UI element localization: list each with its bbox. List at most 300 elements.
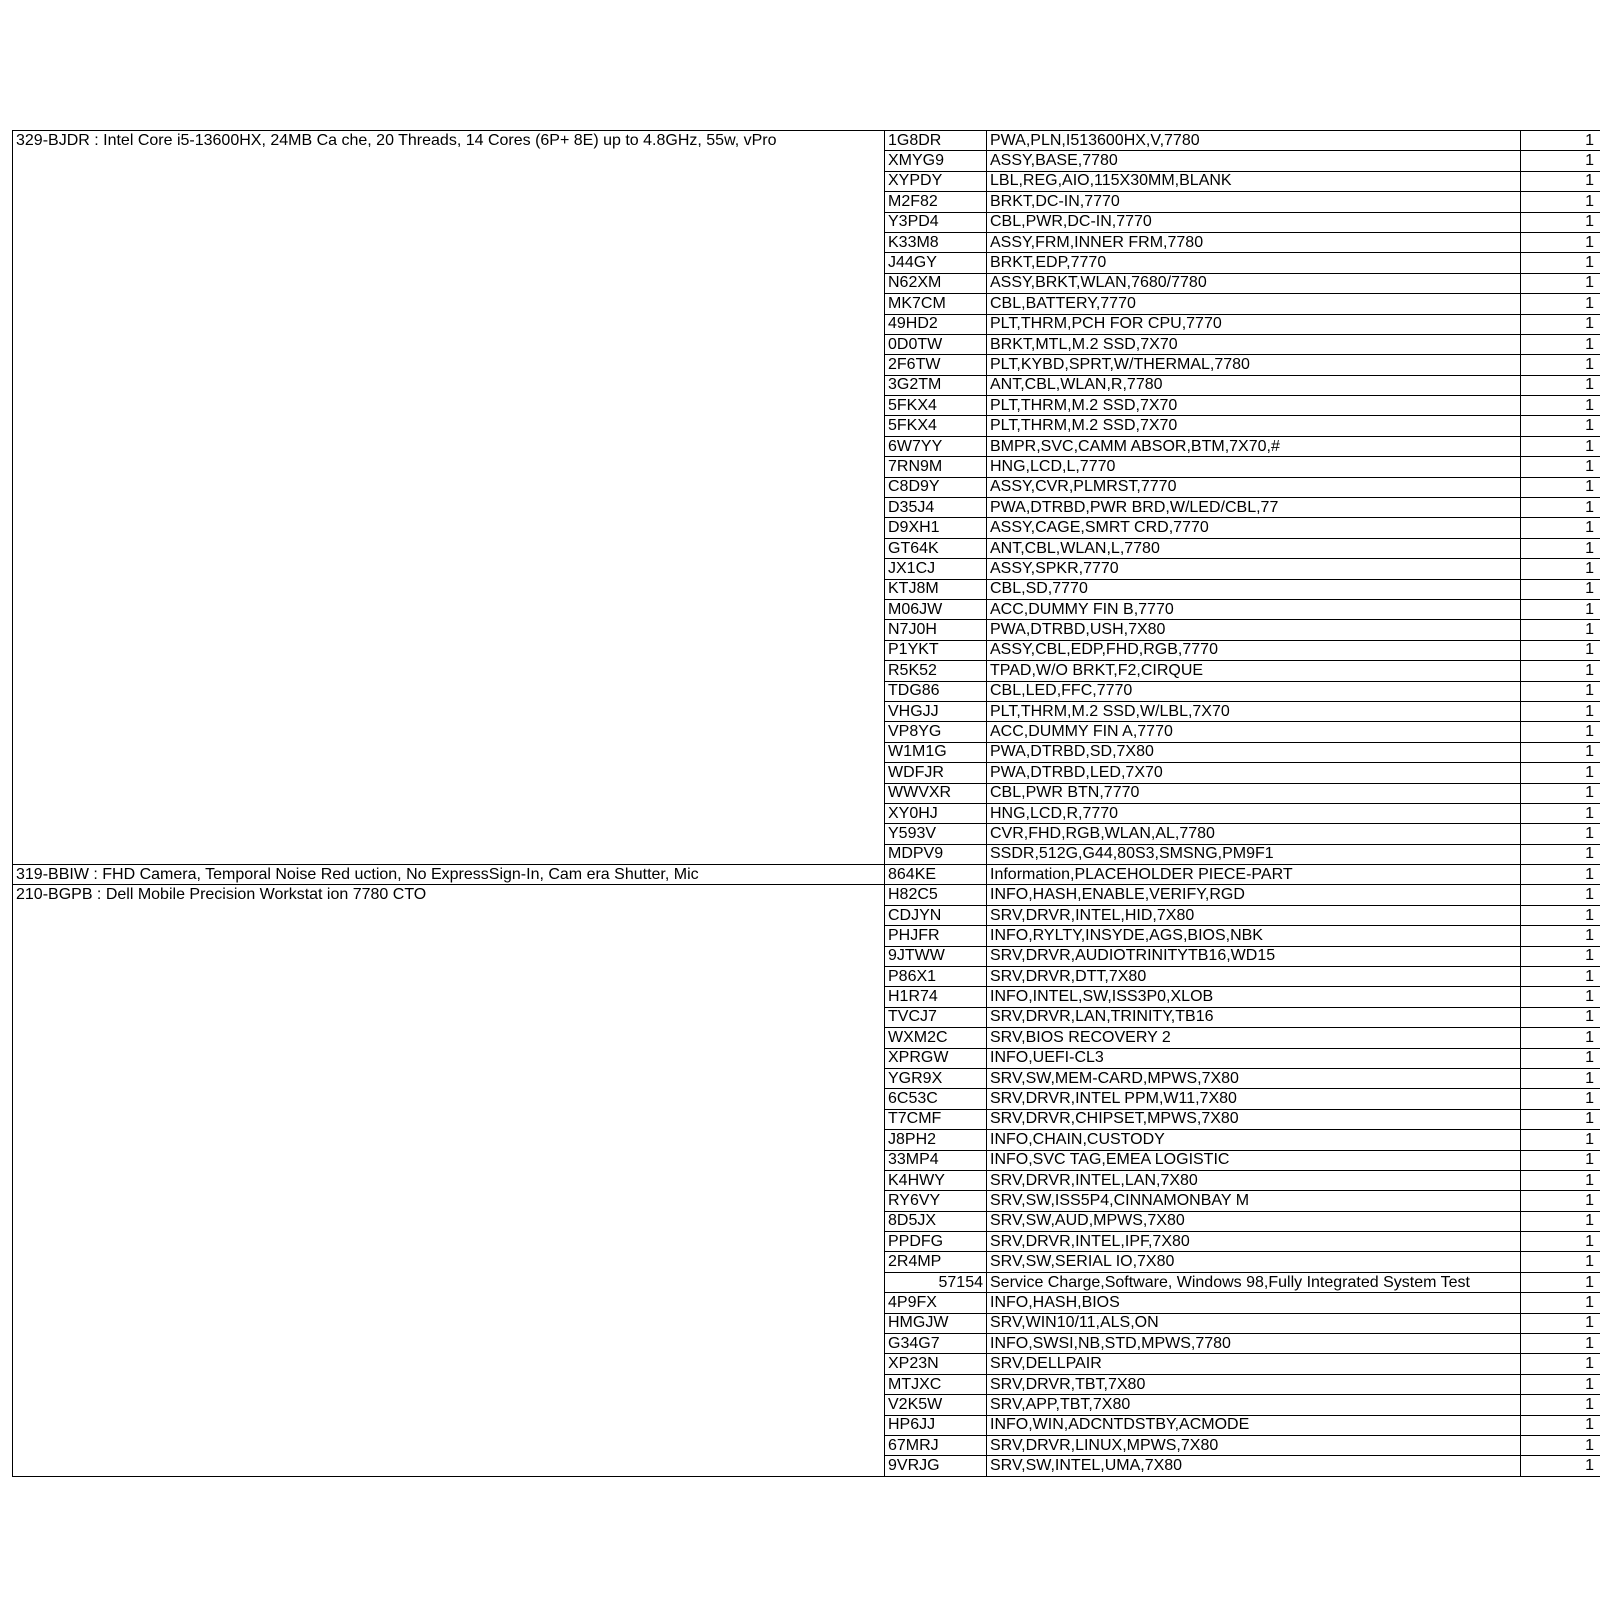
option-description-cell[interactable] bbox=[13, 1028, 885, 1048]
option-description-cell[interactable] bbox=[13, 640, 885, 660]
part-number-cell[interactable]: HP6JJ bbox=[885, 1415, 987, 1435]
part-number-cell[interactable]: VP8YG bbox=[885, 722, 987, 742]
option-description-cell[interactable] bbox=[13, 1150, 885, 1170]
quantity-cell[interactable]: 1 bbox=[1521, 987, 1600, 1007]
part-number-cell[interactable]: K33M8 bbox=[885, 232, 987, 252]
quantity-cell[interactable]: 1 bbox=[1521, 722, 1600, 742]
option-description-cell[interactable] bbox=[13, 1436, 885, 1456]
quantity-cell[interactable]: 1 bbox=[1521, 396, 1600, 416]
part-description-cell[interactable]: PWA,PLN,I513600HX,V,7780 bbox=[987, 131, 1521, 151]
quantity-cell[interactable]: 1 bbox=[1521, 1191, 1600, 1211]
quantity-cell[interactable]: 1 bbox=[1521, 967, 1600, 987]
part-number-cell[interactable]: 7RN9M bbox=[885, 457, 987, 477]
table-row bbox=[13, 763, 1600, 783]
quantity-cell[interactable]: 1 bbox=[1521, 131, 1600, 151]
quantity-cell[interactable]: 1 bbox=[1521, 926, 1600, 946]
option-description-cell[interactable] bbox=[13, 1191, 885, 1211]
table-row bbox=[13, 396, 1600, 416]
option-description-cell[interactable] bbox=[13, 844, 885, 864]
part-description-cell[interactable]: ASSY,CAGE,SMRT CRD,7770 bbox=[987, 518, 1521, 538]
part-number-cell[interactable]: J8PH2 bbox=[885, 1130, 987, 1150]
quantity-cell[interactable]: 1 bbox=[1521, 334, 1600, 354]
option-description-cell[interactable] bbox=[13, 416, 885, 436]
part-number-cell[interactable]: YGR9X bbox=[885, 1068, 987, 1088]
option-description-cell[interactable] bbox=[13, 477, 885, 497]
part-description-cell[interactable]: INFO,RYLTY,INSYDE,AGS,BIOS,NBK bbox=[987, 926, 1521, 946]
part-number-cell[interactable]: M06JW bbox=[885, 599, 987, 619]
table-row bbox=[13, 742, 1600, 762]
quantity-cell[interactable]: 1 bbox=[1521, 436, 1600, 456]
part-description-cell[interactable]: SRV,DRVR,CHIPSET,MPWS,7X80 bbox=[987, 1109, 1521, 1129]
part-description-cell[interactable]: HNG,LCD,R,7770 bbox=[987, 803, 1521, 823]
part-description-cell[interactable]: Service Charge,Software, Windows 98,Fully Integrated System Test bbox=[987, 1272, 1521, 1292]
part-description-cell[interactable]: SRV,SW,ISS5P4,CINNAMONBAY M bbox=[987, 1191, 1521, 1211]
option-description-cell[interactable] bbox=[13, 253, 885, 273]
part-number-cell[interactable]: W1M1G bbox=[885, 742, 987, 762]
quantity-cell[interactable]: 1 bbox=[1521, 1374, 1600, 1394]
part-number-cell[interactable]: 3G2TM bbox=[885, 375, 987, 395]
table-row bbox=[13, 865, 1600, 885]
part-description-cell[interactable]: CVR,FHD,RGB,WLAN,AL,7780 bbox=[987, 824, 1521, 844]
table-row bbox=[13, 131, 1600, 151]
part-number-cell[interactable]: J44GY bbox=[885, 253, 987, 273]
table-row bbox=[13, 1048, 1600, 1068]
part-number-cell[interactable]: XP23N bbox=[885, 1354, 987, 1374]
option-description-cell[interactable] bbox=[13, 742, 885, 762]
quantity-cell[interactable]: 1 bbox=[1521, 1252, 1600, 1272]
option-description-cell[interactable] bbox=[13, 1334, 885, 1354]
part-description-cell[interactable]: PWA,DTRBD,PWR BRD,W/LED/CBL,77 bbox=[987, 498, 1521, 518]
part-description-cell[interactable]: SRV,SW,AUD,MPWS,7X80 bbox=[987, 1211, 1521, 1231]
option-description-cell[interactable] bbox=[13, 661, 885, 681]
option-description-cell[interactable] bbox=[13, 803, 885, 823]
part-description-cell[interactable]: ASSY,SPKR,7770 bbox=[987, 559, 1521, 579]
table-row bbox=[13, 824, 1600, 844]
part-description-cell[interactable]: ACC,DUMMY FIN B,7770 bbox=[987, 599, 1521, 619]
part-number-cell[interactable]: P86X1 bbox=[885, 967, 987, 987]
part-number-cell[interactable]: CDJYN bbox=[885, 905, 987, 925]
part-number-cell[interactable]: XPRGW bbox=[885, 1048, 987, 1068]
part-number-cell[interactable]: VHGJJ bbox=[885, 701, 987, 721]
part-description-cell[interactable]: SRV,DRVR,INTEL,LAN,7X80 bbox=[987, 1170, 1521, 1190]
quantity-cell[interactable]: 1 bbox=[1521, 1415, 1600, 1435]
table-row bbox=[13, 1007, 1600, 1027]
option-description-cell[interactable] bbox=[13, 1313, 885, 1333]
part-number-cell[interactable]: 2F6TW bbox=[885, 355, 987, 375]
quantity-cell[interactable]: 1 bbox=[1521, 1436, 1600, 1456]
part-description-cell[interactable]: INFO,SWSI,NB,STD,MPWS,7780 bbox=[987, 1334, 1521, 1354]
option-description-cell[interactable] bbox=[13, 967, 885, 987]
part-description-cell[interactable]: INFO,HASH,BIOS bbox=[987, 1293, 1521, 1313]
option-description-cell[interactable] bbox=[13, 273, 885, 293]
option-description-cell[interactable] bbox=[13, 579, 885, 599]
part-description-cell[interactable]: CBL,LED,FFC,7770 bbox=[987, 681, 1521, 701]
part-description-cell[interactable]: ASSY,BRKT,WLAN,7680/7780 bbox=[987, 273, 1521, 293]
quantity-cell[interactable]: 1 bbox=[1521, 865, 1600, 885]
option-description-cell[interactable] bbox=[13, 1232, 885, 1252]
table-row bbox=[13, 416, 1600, 436]
part-description-cell[interactable]: LBL,REG,AIO,115X30MM,BLANK bbox=[987, 171, 1521, 191]
part-number-cell[interactable]: MK7CM bbox=[885, 294, 987, 314]
table-row bbox=[13, 436, 1600, 456]
part-number-cell[interactable]: T7CMF bbox=[885, 1109, 987, 1129]
quantity-cell[interactable]: 1 bbox=[1521, 640, 1600, 660]
part-number-cell[interactable]: 67MRJ bbox=[885, 1436, 987, 1456]
quantity-cell[interactable]: 1 bbox=[1521, 1334, 1600, 1354]
option-description-cell[interactable] bbox=[13, 1456, 885, 1476]
option-description-cell[interactable] bbox=[13, 538, 885, 558]
part-description-cell[interactable]: PWA,DTRBD,SD,7X80 bbox=[987, 742, 1521, 762]
quantity-cell[interactable]: 1 bbox=[1521, 1089, 1600, 1109]
option-description-cell[interactable] bbox=[13, 620, 885, 640]
part-description-cell[interactable]: CBL,PWR,DC-IN,7770 bbox=[987, 212, 1521, 232]
table-row bbox=[13, 1272, 1600, 1292]
quantity-cell[interactable]: 1 bbox=[1521, 885, 1600, 905]
quantity-cell[interactable]: 1 bbox=[1521, 171, 1600, 191]
table-row bbox=[13, 803, 1600, 823]
part-description-cell[interactable]: PWA,DTRBD,LED,7X70 bbox=[987, 763, 1521, 783]
part-number-cell[interactable]: WDFJR bbox=[885, 763, 987, 783]
option-description-cell[interactable] bbox=[13, 926, 885, 946]
option-description-cell[interactable] bbox=[13, 1252, 885, 1272]
option-description-cell[interactable] bbox=[13, 783, 885, 803]
part-description-cell[interactable]: PLT,KYBD,SPRT,W/THERMAL,7780 bbox=[987, 355, 1521, 375]
part-description-cell[interactable]: SRV,SW,SERIAL IO,7X80 bbox=[987, 1252, 1521, 1272]
part-description-cell[interactable]: SRV,BIOS RECOVERY 2 bbox=[987, 1028, 1521, 1048]
option-description-cell[interactable] bbox=[13, 1374, 885, 1394]
part-number-cell[interactable]: 33MP4 bbox=[885, 1150, 987, 1170]
option-description-cell[interactable] bbox=[13, 375, 885, 395]
option-description-cell[interactable] bbox=[13, 1109, 885, 1129]
option-description-cell[interactable] bbox=[13, 701, 885, 721]
quantity-cell[interactable]: 1 bbox=[1521, 803, 1600, 823]
part-description-cell[interactable]: ASSY,CBL,EDP,FHD,RGB,7770 bbox=[987, 640, 1521, 660]
option-description-cell[interactable] bbox=[13, 681, 885, 701]
part-number-cell[interactable]: TVCJ7 bbox=[885, 1007, 987, 1027]
part-description-cell[interactable]: SRV,DELLPAIR bbox=[987, 1354, 1521, 1374]
part-description-cell[interactable]: BMPR,SVC,CAMM ABSOR,BTM,7X70,# bbox=[987, 436, 1521, 456]
quantity-cell[interactable]: 1 bbox=[1521, 1293, 1600, 1313]
part-description-cell[interactable]: BRKT,DC-IN,7770 bbox=[987, 192, 1521, 212]
quantity-cell[interactable]: 1 bbox=[1521, 1211, 1600, 1231]
part-number-cell[interactable]: 864KE bbox=[885, 865, 987, 885]
option-description-cell[interactable] bbox=[13, 1089, 885, 1109]
part-description-cell[interactable]: Information,PLACEHOLDER PIECE-PART bbox=[987, 865, 1521, 885]
part-number-cell[interactable]: KTJ8M bbox=[885, 579, 987, 599]
table-row bbox=[13, 1395, 1600, 1415]
part-number-cell[interactable]: HMGJW bbox=[885, 1313, 987, 1333]
option-description-cell[interactable] bbox=[13, 1293, 885, 1313]
quantity-cell[interactable]: 1 bbox=[1521, 620, 1600, 640]
part-description-cell[interactable]: ACC,DUMMY FIN A,7770 bbox=[987, 722, 1521, 742]
table-row bbox=[13, 334, 1600, 354]
table-row bbox=[13, 1028, 1600, 1048]
quantity-cell[interactable]: 1 bbox=[1521, 742, 1600, 762]
part-description-cell[interactable]: SSDR,512G,G44,80S3,SMSNG,PM9F1 bbox=[987, 844, 1521, 864]
option-description-cell[interactable] bbox=[13, 1395, 885, 1415]
part-description-cell[interactable]: BRKT,MTL,M.2 SSD,7X70 bbox=[987, 334, 1521, 354]
option-description-cell[interactable] bbox=[13, 498, 885, 518]
quantity-cell[interactable]: 1 bbox=[1521, 1170, 1600, 1190]
quantity-cell[interactable]: 1 bbox=[1521, 559, 1600, 579]
option-description-cell[interactable] bbox=[13, 212, 885, 232]
part-description-cell[interactable]: ASSY,CVR,PLMRST,7770 bbox=[987, 477, 1521, 497]
option-description-cell[interactable] bbox=[13, 457, 885, 477]
option-description-cell[interactable] bbox=[13, 355, 885, 375]
part-number-cell[interactable]: 57154 bbox=[885, 1272, 987, 1292]
part-number-cell[interactable]: D35J4 bbox=[885, 498, 987, 518]
quantity-cell[interactable]: 1 bbox=[1521, 1272, 1600, 1292]
quantity-cell[interactable]: 1 bbox=[1521, 518, 1600, 538]
quantity-cell[interactable]: 1 bbox=[1521, 151, 1600, 171]
option-description-cell[interactable] bbox=[13, 151, 885, 171]
part-description-cell[interactable]: PLT,THRM,M.2 SSD,7X70 bbox=[987, 396, 1521, 416]
part-number-cell[interactable]: V2K5W bbox=[885, 1395, 987, 1415]
part-number-cell[interactable]: 9JTWW bbox=[885, 946, 987, 966]
quantity-cell[interactable]: 1 bbox=[1521, 477, 1600, 497]
part-description-cell[interactable]: SRV,DRVR,DTT,7X80 bbox=[987, 967, 1521, 987]
table-row bbox=[13, 1170, 1600, 1190]
part-number-cell[interactable]: N62XM bbox=[885, 273, 987, 293]
quantity-cell[interactable]: 1 bbox=[1521, 1232, 1600, 1252]
spreadsheet-body bbox=[13, 131, 1600, 1477]
quantity-cell[interactable]: 1 bbox=[1521, 579, 1600, 599]
part-description-cell[interactable]: INFO,UEFI-CL3 bbox=[987, 1048, 1521, 1068]
part-description-cell[interactable]: INFO,WIN,ADCNTDSTBY,ACMODE bbox=[987, 1415, 1521, 1435]
option-description-cell[interactable] bbox=[13, 232, 885, 252]
table-row bbox=[13, 1068, 1600, 1088]
table-row bbox=[13, 375, 1600, 395]
quantity-cell[interactable]: 1 bbox=[1521, 824, 1600, 844]
quantity-cell[interactable]: 1 bbox=[1521, 701, 1600, 721]
table-row bbox=[13, 151, 1600, 171]
part-number-cell[interactable]: M2F82 bbox=[885, 192, 987, 212]
part-number-cell[interactable]: WXM2C bbox=[885, 1028, 987, 1048]
part-description-cell[interactable]: HNG,LCD,L,7770 bbox=[987, 457, 1521, 477]
part-description-cell[interactable]: SRV,APP,TBT,7X80 bbox=[987, 1395, 1521, 1415]
part-number-cell[interactable]: D9XH1 bbox=[885, 518, 987, 538]
table-row bbox=[13, 355, 1600, 375]
quantity-cell[interactable]: 1 bbox=[1521, 538, 1600, 558]
part-number-cell[interactable]: K4HWY bbox=[885, 1170, 987, 1190]
quantity-cell[interactable]: 1 bbox=[1521, 763, 1600, 783]
part-description-cell[interactable]: ANT,CBL,WLAN,L,7780 bbox=[987, 538, 1521, 558]
part-number-cell[interactable]: 6C53C bbox=[885, 1089, 987, 1109]
part-number-cell[interactable]: TDG86 bbox=[885, 681, 987, 701]
quantity-cell[interactable]: 1 bbox=[1521, 1130, 1600, 1150]
part-description-cell[interactable]: SRV,SW,MEM-CARD,MPWS,7X80 bbox=[987, 1068, 1521, 1088]
quantity-cell[interactable]: 1 bbox=[1521, 375, 1600, 395]
option-description-cell[interactable] bbox=[13, 987, 885, 1007]
part-description-cell[interactable]: PLT,THRM,PCH FOR CPU,7770 bbox=[987, 314, 1521, 334]
part-description-cell[interactable]: SRV,DRVR,AUDIOTRINITYTB16,WD15 bbox=[987, 946, 1521, 966]
part-number-cell[interactable]: GT64K bbox=[885, 538, 987, 558]
part-description-cell[interactable]: ANT,CBL,WLAN,R,7780 bbox=[987, 375, 1521, 395]
part-number-cell[interactable]: MTJXC bbox=[885, 1374, 987, 1394]
quantity-cell[interactable]: 1 bbox=[1521, 783, 1600, 803]
quantity-cell[interactable]: 1 bbox=[1521, 212, 1600, 232]
option-description-cell[interactable] bbox=[13, 824, 885, 844]
quantity-cell[interactable]: 1 bbox=[1521, 1313, 1600, 1333]
option-description-cell[interactable] bbox=[13, 294, 885, 314]
option-description-cell[interactable] bbox=[13, 1007, 885, 1027]
part-number-cell[interactable]: Y3PD4 bbox=[885, 212, 987, 232]
part-description-cell[interactable]: CBL,BATTERY,7770 bbox=[987, 294, 1521, 314]
option-description-cell[interactable] bbox=[13, 1130, 885, 1150]
quantity-cell[interactable]: 1 bbox=[1521, 1109, 1600, 1129]
table-row bbox=[13, 192, 1600, 212]
option-description-cell[interactable] bbox=[13, 314, 885, 334]
part-number-cell[interactable]: 4P9FX bbox=[885, 1293, 987, 1313]
option-description-cell[interactable] bbox=[13, 763, 885, 783]
part-number-cell[interactable]: 0D0TW bbox=[885, 334, 987, 354]
option-description-cell[interactable] bbox=[13, 1170, 885, 1190]
option-description-cell[interactable] bbox=[13, 436, 885, 456]
quantity-cell[interactable]: 1 bbox=[1521, 599, 1600, 619]
option-description-cell[interactable]: 319-BBIW : FHD Camera, Temporal Noise Red uction, No ExpressSign-In, Cam era Shutter, Mic bbox=[13, 865, 885, 885]
table-row bbox=[13, 171, 1600, 191]
part-number-cell[interactable]: XYPDY bbox=[885, 171, 987, 191]
part-description-cell[interactable]: BRKT,EDP,7770 bbox=[987, 253, 1521, 273]
table-row bbox=[13, 518, 1600, 538]
quantity-cell[interactable]: 1 bbox=[1521, 314, 1600, 334]
part-description-cell[interactable]: ASSY,FRM,INNER FRM,7780 bbox=[987, 232, 1521, 252]
part-description-cell[interactable]: SRV,DRVR,LAN,TRINITY,TB16 bbox=[987, 1007, 1521, 1027]
part-description-cell[interactable]: SRV,DRVR,TBT,7X80 bbox=[987, 1374, 1521, 1394]
option-description-cell[interactable] bbox=[13, 192, 885, 212]
table-row bbox=[13, 1436, 1600, 1456]
part-number-cell[interactable]: 5FKX4 bbox=[885, 396, 987, 416]
part-number-cell[interactable]: Y593V bbox=[885, 824, 987, 844]
table-row bbox=[13, 1191, 1600, 1211]
part-number-cell[interactable]: JX1CJ bbox=[885, 559, 987, 579]
option-description-cell[interactable] bbox=[13, 1068, 885, 1088]
part-description-cell[interactable]: INFO,SVC TAG,EMEA LOGISTIC bbox=[987, 1150, 1521, 1170]
part-number-cell[interactable]: RY6VY bbox=[885, 1191, 987, 1211]
part-number-cell[interactable]: WWVXR bbox=[885, 783, 987, 803]
part-number-cell[interactable]: XY0HJ bbox=[885, 803, 987, 823]
table-row bbox=[13, 1150, 1600, 1170]
option-description-cell[interactable] bbox=[13, 599, 885, 619]
part-description-cell[interactable]: PLT,THRM,M.2 SSD,W/LBL,7X70 bbox=[987, 701, 1521, 721]
table-row bbox=[13, 599, 1600, 619]
option-description-cell[interactable] bbox=[13, 1211, 885, 1231]
table-row bbox=[13, 253, 1600, 273]
option-description-cell[interactable] bbox=[13, 946, 885, 966]
part-number-cell[interactable]: P1YKT bbox=[885, 640, 987, 660]
option-description-cell[interactable] bbox=[13, 905, 885, 925]
part-description-cell[interactable]: CBL,SD,7770 bbox=[987, 579, 1521, 599]
part-number-cell[interactable]: PPDFG bbox=[885, 1232, 987, 1252]
part-description-cell[interactable]: SRV,DRVR,LINUX,MPWS,7X80 bbox=[987, 1436, 1521, 1456]
quantity-cell[interactable]: 1 bbox=[1521, 1354, 1600, 1374]
table-row bbox=[13, 477, 1600, 497]
option-description-cell[interactable] bbox=[13, 559, 885, 579]
part-number-cell[interactable]: 8D5JX bbox=[885, 1211, 987, 1231]
part-number-cell[interactable]: 49HD2 bbox=[885, 314, 987, 334]
part-description-cell[interactable]: PLT,THRM,M.2 SSD,7X70 bbox=[987, 416, 1521, 436]
part-description-cell[interactable]: SRV,SW,INTEL,UMA,7X80 bbox=[987, 1456, 1521, 1476]
option-description-cell[interactable]: 210-BGPB : Dell Mobile Precision Workstat ion 7780 CTO bbox=[13, 885, 885, 905]
part-description-cell[interactable]: INFO,HASH,ENABLE,VERIFY,RGD bbox=[987, 885, 1521, 905]
part-number-cell[interactable]: C8D9Y bbox=[885, 477, 987, 497]
part-number-cell[interactable]: 6W7YY bbox=[885, 436, 987, 456]
quantity-cell[interactable]: 1 bbox=[1521, 253, 1600, 273]
option-description-cell[interactable] bbox=[13, 1415, 885, 1435]
part-number-cell[interactable]: XMYG9 bbox=[885, 151, 987, 171]
quantity-cell[interactable]: 1 bbox=[1521, 457, 1600, 477]
part-number-cell[interactable]: MDPV9 bbox=[885, 844, 987, 864]
table-row bbox=[13, 967, 1600, 987]
part-description-cell[interactable]: SRV,DRVR,INTEL,HID,7X80 bbox=[987, 905, 1521, 925]
quantity-cell[interactable]: 1 bbox=[1521, 498, 1600, 518]
option-description-cell[interactable]: 329-BJDR : Intel Core i5-13600HX, 24MB Ca che, 20 Threads, 14 Cores (6P+ 8E) up to 4.8GHz, 55w, vPro bbox=[13, 131, 885, 151]
quantity-cell[interactable]: 1 bbox=[1521, 294, 1600, 314]
part-number-cell[interactable]: 2R4MP bbox=[885, 1252, 987, 1272]
option-description-cell[interactable] bbox=[13, 722, 885, 742]
quantity-cell[interactable]: 1 bbox=[1521, 946, 1600, 966]
quantity-cell[interactable]: 1 bbox=[1521, 232, 1600, 252]
quantity-cell[interactable]: 1 bbox=[1521, 905, 1600, 925]
option-description-cell[interactable] bbox=[13, 1272, 885, 1292]
option-description-cell[interactable] bbox=[13, 171, 885, 191]
part-description-cell[interactable]: PWA,DTRBD,USH,7X80 bbox=[987, 620, 1521, 640]
part-number-cell[interactable]: 5FKX4 bbox=[885, 416, 987, 436]
part-number-cell[interactable]: H1R74 bbox=[885, 987, 987, 1007]
quantity-cell[interactable]: 1 bbox=[1521, 844, 1600, 864]
quantity-cell[interactable]: 1 bbox=[1521, 192, 1600, 212]
quantity-cell[interactable]: 1 bbox=[1521, 273, 1600, 293]
quantity-cell[interactable]: 1 bbox=[1521, 1395, 1600, 1415]
table-row bbox=[13, 844, 1600, 864]
quantity-cell[interactable]: 1 bbox=[1521, 1456, 1600, 1476]
table-row bbox=[13, 905, 1600, 925]
quantity-cell[interactable]: 1 bbox=[1521, 1007, 1600, 1027]
option-description-cell[interactable] bbox=[13, 1048, 885, 1068]
part-number-cell[interactable]: N7J0H bbox=[885, 620, 987, 640]
part-description-cell[interactable]: CBL,PWR BTN,7770 bbox=[987, 783, 1521, 803]
option-description-cell[interactable] bbox=[13, 396, 885, 416]
part-number-cell[interactable]: G34G7 bbox=[885, 1334, 987, 1354]
part-number-cell[interactable]: 1G8DR bbox=[885, 131, 987, 151]
table-row bbox=[13, 1334, 1600, 1354]
quantity-cell[interactable]: 1 bbox=[1521, 1048, 1600, 1068]
option-description-cell[interactable] bbox=[13, 518, 885, 538]
part-number-cell[interactable]: PHJFR bbox=[885, 926, 987, 946]
quantity-cell[interactable]: 1 bbox=[1521, 1068, 1600, 1088]
quantity-cell[interactable]: 1 bbox=[1521, 1150, 1600, 1170]
quantity-cell[interactable]: 1 bbox=[1521, 681, 1600, 701]
quantity-cell[interactable]: 1 bbox=[1521, 661, 1600, 681]
part-description-cell[interactable]: INFO,INTEL,SW,ISS3P0,XLOB bbox=[987, 987, 1521, 1007]
part-number-cell[interactable]: R5K52 bbox=[885, 661, 987, 681]
option-description-cell[interactable] bbox=[13, 334, 885, 354]
part-description-cell[interactable]: ASSY,BASE,7780 bbox=[987, 151, 1521, 171]
part-number-cell[interactable]: H82C5 bbox=[885, 885, 987, 905]
part-number-cell[interactable]: 9VRJG bbox=[885, 1456, 987, 1476]
option-description-cell[interactable] bbox=[13, 1354, 885, 1374]
part-description-cell[interactable]: INFO,CHAIN,CUSTODY bbox=[987, 1130, 1521, 1150]
part-description-cell[interactable]: SRV,DRVR,INTEL,IPF,7X80 bbox=[987, 1232, 1521, 1252]
quantity-cell[interactable]: 1 bbox=[1521, 355, 1600, 375]
parts-spreadsheet bbox=[12, 130, 1600, 1477]
table-row bbox=[13, 681, 1600, 701]
part-description-cell[interactable]: TPAD,W/O BRKT,F2,CIRQUE bbox=[987, 661, 1521, 681]
part-description-cell[interactable]: SRV,WIN10/11,ALS,ON bbox=[987, 1313, 1521, 1333]
quantity-cell[interactable]: 1 bbox=[1521, 1028, 1600, 1048]
part-description-cell[interactable]: SRV,DRVR,INTEL PPM,W11,7X80 bbox=[987, 1089, 1521, 1109]
quantity-cell[interactable]: 1 bbox=[1521, 416, 1600, 436]
